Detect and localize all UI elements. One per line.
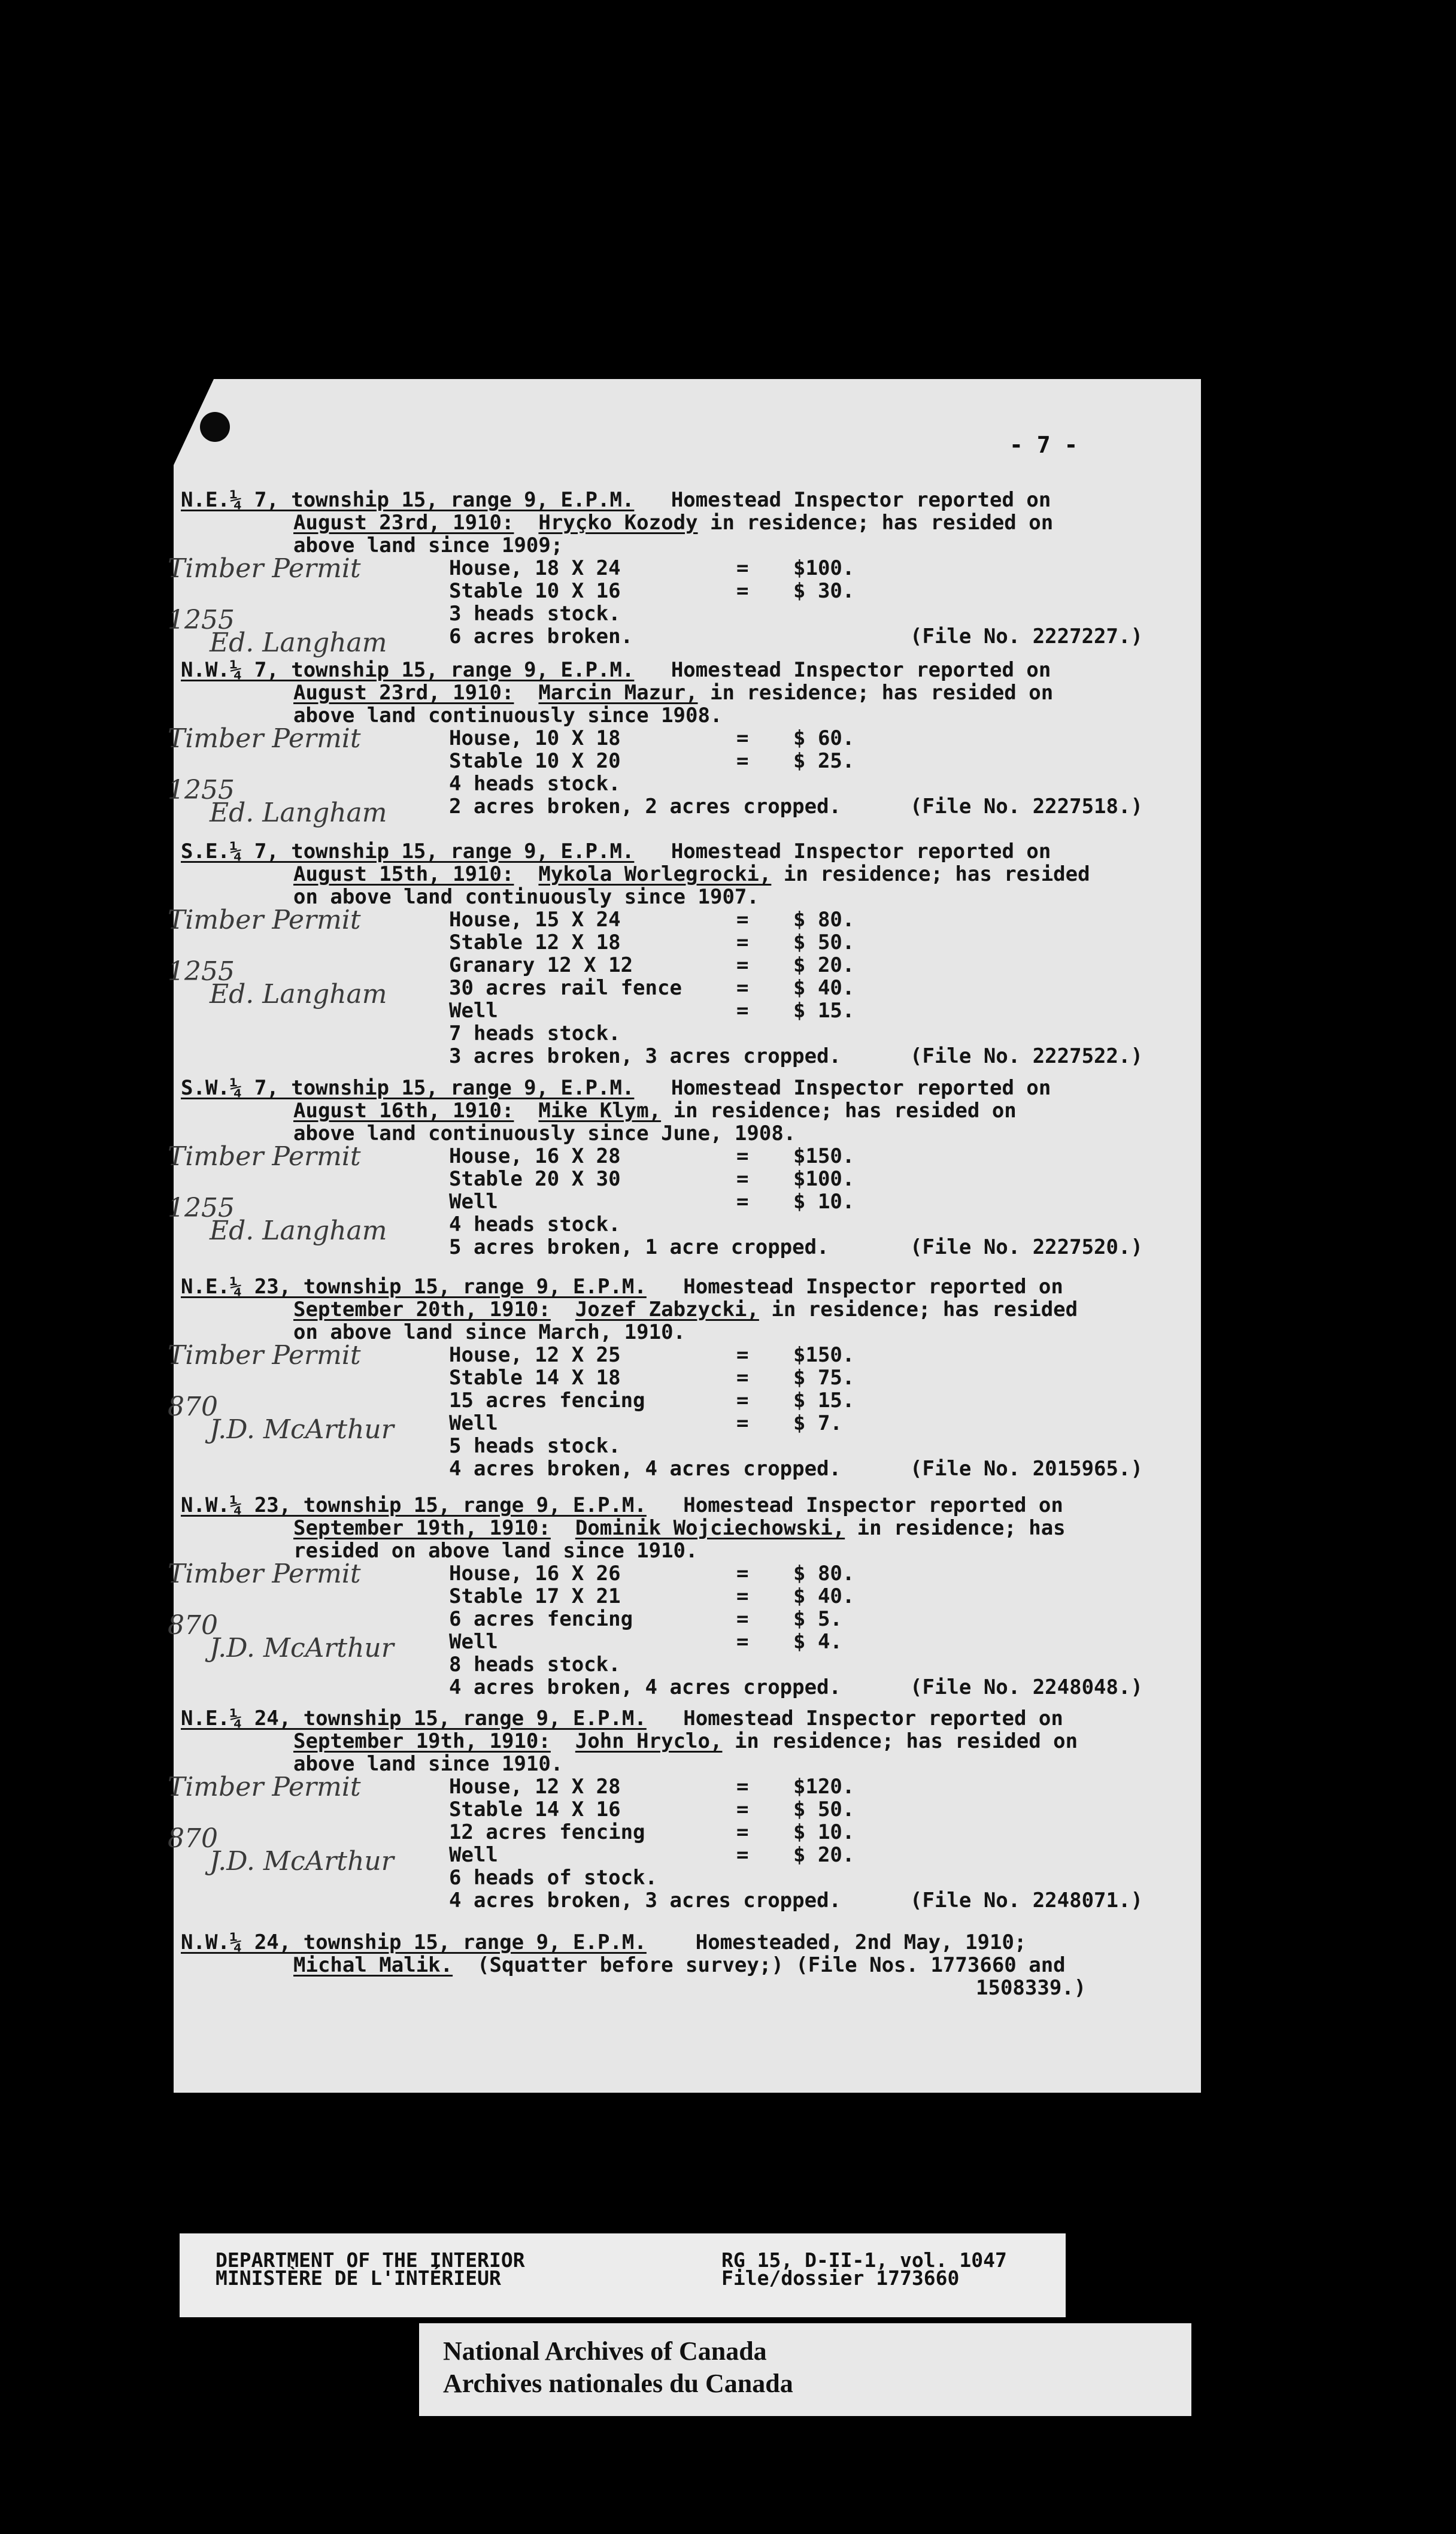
improvement-label: Stable 20 X 30 xyxy=(449,1167,621,1191)
improvement-label: 6 acres broken. xyxy=(449,625,633,648)
improvement-value: $ 20. xyxy=(793,1843,855,1867)
land-description: S.W.¼ 7, township 15, range 9, E.P.M. xyxy=(181,1076,635,1100)
entry-name-line xyxy=(293,1954,1066,1977)
land-description: N.W.¼ 23, township 15, range 9, E.P.M. xyxy=(181,1493,647,1517)
improvement-value: $ 40. xyxy=(793,1584,855,1608)
improvement-label: Stable 10 X 16 xyxy=(449,579,621,603)
improvement-label: Well xyxy=(449,1630,498,1654)
entry-heading-line xyxy=(181,840,1051,863)
improvement-label: 8 heads stock. xyxy=(449,1653,621,1677)
improvement-label: Stable 17 X 21 xyxy=(449,1584,621,1608)
improvement-value: $150. xyxy=(793,1144,855,1168)
improvement-value: $ 15. xyxy=(793,1389,855,1413)
archives-fr: Archives nationales du Canada xyxy=(443,2369,793,2398)
improvement-label: Stable 14 X 16 xyxy=(449,1798,621,1821)
equals-sign: = xyxy=(736,1343,749,1367)
archive-label-strip xyxy=(180,2233,1066,2317)
file-number: (File No. 2227520.) xyxy=(910,1235,1143,1259)
improvement-label: 5 acres broken, 1 acre cropped. xyxy=(449,1235,829,1259)
improvement-label: Well xyxy=(449,1190,498,1214)
handwritten-signature: Ed. Langham xyxy=(210,979,387,1010)
report-text: Homestead Inspector reported on xyxy=(671,1076,1051,1100)
improvement-label: 3 acres broken, 3 acres cropped. xyxy=(449,1044,842,1068)
entry-date-line xyxy=(293,511,1053,534)
land-description: N.W.¼ 24, township 15, range 9, E.P.M. xyxy=(181,1930,647,1954)
equals-sign: = xyxy=(736,1607,749,1631)
equals-sign: = xyxy=(736,1843,749,1867)
improvement-label: House, 12 X 25 xyxy=(449,1343,621,1367)
residence-text: in residence; has resided on xyxy=(673,1099,1017,1123)
report-date: September 19th, 1910: xyxy=(293,1729,551,1753)
improvement-value: $150. xyxy=(793,1343,855,1367)
entry-heading-line xyxy=(181,1494,1063,1517)
reference-label xyxy=(721,2248,1007,2290)
improvement-label: House, 16 X 28 xyxy=(449,1144,621,1168)
improvement-value: $ 10. xyxy=(793,1820,855,1844)
handwritten-signature: Ed. Langham xyxy=(210,628,387,658)
file-number: File/dossier 1773660 xyxy=(721,2266,960,2290)
improvement-value: $100. xyxy=(793,556,855,580)
equals-sign: = xyxy=(736,999,749,1023)
improvement-value: $ 30. xyxy=(793,579,855,603)
report-text: Homestead Inspector reported on xyxy=(671,839,1051,863)
entry-heading-line xyxy=(181,1931,1026,1954)
equals-sign: = xyxy=(736,749,749,773)
entry-date-line xyxy=(293,1730,1078,1753)
improvement-label: 2 acres broken, 2 acres cropped. xyxy=(449,795,842,819)
file-number: (File No. 2227518.) xyxy=(910,795,1143,819)
handwritten-signature: Ed. Langham xyxy=(210,1216,387,1246)
archives-name-strip xyxy=(419,2323,1191,2416)
report-text: Homestead Inspector reported on xyxy=(683,1275,1063,1299)
file-number: (File No. 2015965.) xyxy=(910,1457,1143,1481)
improvement-label: Well xyxy=(449,1411,498,1435)
improvement-label: House, 15 X 24 xyxy=(449,908,621,932)
improvement-value: $ 60. xyxy=(793,726,855,750)
archives-en: National Archives of Canada xyxy=(443,2336,767,2366)
improvement-value: $ 50. xyxy=(793,930,855,954)
report-date: August 15th, 1910: xyxy=(293,862,514,886)
residence-since: on above land continuously since 1907. xyxy=(293,885,759,909)
improvement-label: House, 12 X 28 xyxy=(449,1775,621,1799)
handwritten-permit: Timber Permit xyxy=(168,553,361,584)
settler-name: Marcin Mazur, xyxy=(538,681,698,705)
residence-text: in residence; has resided on xyxy=(710,511,1054,535)
equals-sign: = xyxy=(736,930,749,954)
entry-heading-line xyxy=(181,1077,1051,1099)
handwritten-permit: Timber Permit xyxy=(168,1559,361,1589)
handwritten-permit: Timber Permit xyxy=(168,1141,361,1172)
department-en: DEPARTMENT OF THE INTERIOR xyxy=(216,2248,525,2272)
improvement-value: $ 80. xyxy=(793,1562,855,1586)
entry-date-line xyxy=(293,1099,1017,1122)
equals-sign: = xyxy=(736,1820,749,1844)
entry-heading-line xyxy=(181,489,1051,511)
handwritten-signature: Ed. Langham xyxy=(210,798,387,828)
file-number: (File No. 2248048.) xyxy=(910,1675,1143,1699)
handwritten-permit: Timber Permit xyxy=(168,1772,361,1802)
settler-name: John Hryclo, xyxy=(575,1729,723,1753)
residence-text: in residence; has resided xyxy=(771,1298,1078,1321)
equals-sign: = xyxy=(736,1389,749,1413)
improvement-label: 15 acres fencing xyxy=(449,1389,645,1413)
handwritten-signature: J.D. McArthur xyxy=(210,1846,394,1877)
improvement-label: House, 10 X 18 xyxy=(449,726,621,750)
record-group: RG 15, D-II-1, vol. 1047 xyxy=(721,2248,1007,2272)
settler-name: Mike Klym, xyxy=(538,1099,662,1123)
handwritten-signature: J.D. McArthur xyxy=(210,1633,394,1663)
settler-name: Michal Malik. xyxy=(293,1953,453,1977)
improvement-value: $ 80. xyxy=(793,908,855,932)
improvement-value: $ 5. xyxy=(793,1607,842,1631)
improvement-value: $100. xyxy=(793,1167,855,1191)
equals-sign: = xyxy=(736,1411,749,1435)
residence-text: in residence; has xyxy=(857,1516,1066,1540)
residence-since: above land continuously since June, 1908. xyxy=(293,1121,796,1145)
file-numbers: (File Nos. 1773660 and xyxy=(796,1953,1066,1977)
land-description: N.E.¼ 23, township 15, range 9, E.P.M. xyxy=(181,1275,647,1299)
report-text: Homestead Inspector reported on xyxy=(683,1493,1063,1517)
report-date: September 20th, 1910: xyxy=(293,1298,551,1321)
file-numbers-cont: 1508339.) xyxy=(976,1976,1087,2000)
residence-since: on above land since March, 1910. xyxy=(293,1320,686,1344)
entry-date-line xyxy=(293,863,1090,886)
equals-sign: = xyxy=(736,953,749,977)
equals-sign: = xyxy=(736,976,749,1000)
handwritten-permit: Timber Permit xyxy=(168,1340,361,1371)
land-description: N.E.¼ 7, township 15, range 9, E.P.M. xyxy=(181,488,635,512)
report-date: September 19th, 1910: xyxy=(293,1516,551,1540)
equals-sign: = xyxy=(736,579,749,603)
file-number: (File No. 2227227.) xyxy=(910,625,1143,648)
improvement-label: 3 heads stock. xyxy=(449,602,621,626)
settler-name: Jozef Zabzycki, xyxy=(575,1298,759,1321)
improvement-value: $ 25. xyxy=(793,749,855,773)
improvement-label: 7 heads stock. xyxy=(449,1022,621,1045)
improvement-label: Well xyxy=(449,1843,498,1867)
file-number: (File No. 2248071.) xyxy=(910,1889,1143,1912)
report-text: Homestead Inspector reported on xyxy=(683,1706,1063,1730)
improvement-label: Stable 12 X 18 xyxy=(449,930,621,954)
residence-since: above land since 1909; xyxy=(293,534,563,557)
improvement-label: Stable 10 X 20 xyxy=(449,749,621,773)
equals-sign: = xyxy=(736,1190,749,1214)
squatter-note: (Squatter before survey;) xyxy=(477,1953,784,1977)
handwritten-permit: Timber Permit xyxy=(168,905,361,935)
report-date: August 23rd, 1910: xyxy=(293,511,514,535)
improvement-label: 4 acres broken, 3 acres cropped. xyxy=(449,1889,842,1912)
handwritten-number: 1255 xyxy=(168,775,235,805)
settler-name: Dominik Wojciechowski, xyxy=(575,1516,845,1540)
improvement-label: 4 acres broken, 4 acres cropped. xyxy=(449,1675,842,1699)
improvement-label: 30 acres rail fence xyxy=(449,976,682,1000)
handwritten-number: 1255 xyxy=(168,605,235,635)
handwritten-number: 1255 xyxy=(168,1193,235,1223)
equals-sign: = xyxy=(736,1775,749,1799)
equals-sign: = xyxy=(736,1167,749,1191)
report-date: August 23rd, 1910: xyxy=(293,681,514,705)
improvement-label: 4 acres broken, 4 acres cropped. xyxy=(449,1457,842,1481)
improvement-label: House, 18 X 24 xyxy=(449,556,621,580)
report-text: Homestead Inspector reported on xyxy=(671,488,1051,512)
improvement-label: Stable 14 X 18 xyxy=(449,1366,621,1390)
equals-sign: = xyxy=(736,1584,749,1608)
equals-sign: = xyxy=(736,1798,749,1821)
settler-name: Mykola Worlegrocki, xyxy=(538,862,772,886)
improvement-value: $ 40. xyxy=(793,976,855,1000)
residence-text: in residence; has resided on xyxy=(710,681,1054,705)
homesteaded-text: Homesteaded, 2nd May, 1910; xyxy=(695,1930,1027,1954)
equals-sign: = xyxy=(736,1630,749,1654)
handwritten-signature: J.D. McArthur xyxy=(210,1414,394,1445)
handwritten-number: 870 xyxy=(168,1392,218,1422)
improvement-label: 4 heads stock. xyxy=(449,1213,621,1236)
improvement-value: $ 4. xyxy=(793,1630,842,1654)
improvement-label: 6 acres fencing xyxy=(449,1607,633,1631)
report-date: August 16th, 1910: xyxy=(293,1099,514,1123)
equals-sign: = xyxy=(736,1562,749,1586)
entry-heading-line xyxy=(181,1707,1063,1730)
improvement-value: $ 7. xyxy=(793,1411,842,1435)
equals-sign: = xyxy=(736,556,749,580)
entry-heading-line xyxy=(181,1275,1063,1298)
settler-name: Hryçko Kozody xyxy=(538,511,698,535)
archives-name xyxy=(443,2335,793,2400)
entry-date-line xyxy=(293,681,1053,704)
report-text: Homestead Inspector reported on xyxy=(671,658,1051,682)
improvement-label: 4 heads stock. xyxy=(449,772,621,796)
page-number: - 7 - xyxy=(1009,432,1078,458)
file-number: (File No. 2227522.) xyxy=(910,1044,1143,1068)
equals-sign: = xyxy=(736,1366,749,1390)
equals-sign: = xyxy=(736,1144,749,1168)
land-description: S.E.¼ 7, township 15, range 9, E.P.M. xyxy=(181,839,635,863)
land-description: N.W.¼ 7, township 15, range 9, E.P.M. xyxy=(181,658,635,682)
improvement-label: 5 heads stock. xyxy=(449,1434,621,1458)
improvement-label: House, 16 X 26 xyxy=(449,1562,621,1586)
department-label xyxy=(216,2248,525,2290)
equals-sign: = xyxy=(736,726,749,750)
improvement-value: $ 50. xyxy=(793,1798,855,1821)
handwritten-permit: Timber Permit xyxy=(168,723,361,754)
improvement-value: $ 20. xyxy=(793,953,855,977)
handwritten-number: 1255 xyxy=(168,956,235,987)
residence-text: in residence; has resided on xyxy=(734,1729,1078,1753)
department-fr: MINISTÈRE DE L'INTÉRIEUR xyxy=(216,2266,501,2290)
residence-since: above land since 1910. xyxy=(293,1752,563,1776)
entry-heading-line xyxy=(181,659,1051,681)
equals-sign: = xyxy=(736,908,749,932)
land-description: N.E.¼ 24, township 15, range 9, E.P.M. xyxy=(181,1706,647,1730)
improvement-value: $120. xyxy=(793,1775,855,1799)
punch-hole xyxy=(200,412,230,442)
improvement-value: $ 10. xyxy=(793,1190,855,1214)
document-page xyxy=(168,379,1201,2093)
entry-date-line xyxy=(293,1298,1078,1321)
improvement-label: 6 heads of stock. xyxy=(449,1866,657,1890)
residence-text: in residence; has resided xyxy=(783,862,1090,886)
residence-since: resided on above land since 1910. xyxy=(293,1539,698,1563)
improvement-label: Well xyxy=(449,999,498,1023)
improvement-value: $ 75. xyxy=(793,1366,855,1390)
improvement-value: $ 15. xyxy=(793,999,855,1023)
improvement-label: Granary 12 X 12 xyxy=(449,953,633,977)
entry-date-line xyxy=(293,1517,1066,1539)
handwritten-number: 870 xyxy=(168,1610,218,1641)
residence-since: above land continuously since 1908. xyxy=(293,704,723,728)
improvement-label: 12 acres fencing xyxy=(449,1820,645,1844)
handwritten-number: 870 xyxy=(168,1823,218,1854)
